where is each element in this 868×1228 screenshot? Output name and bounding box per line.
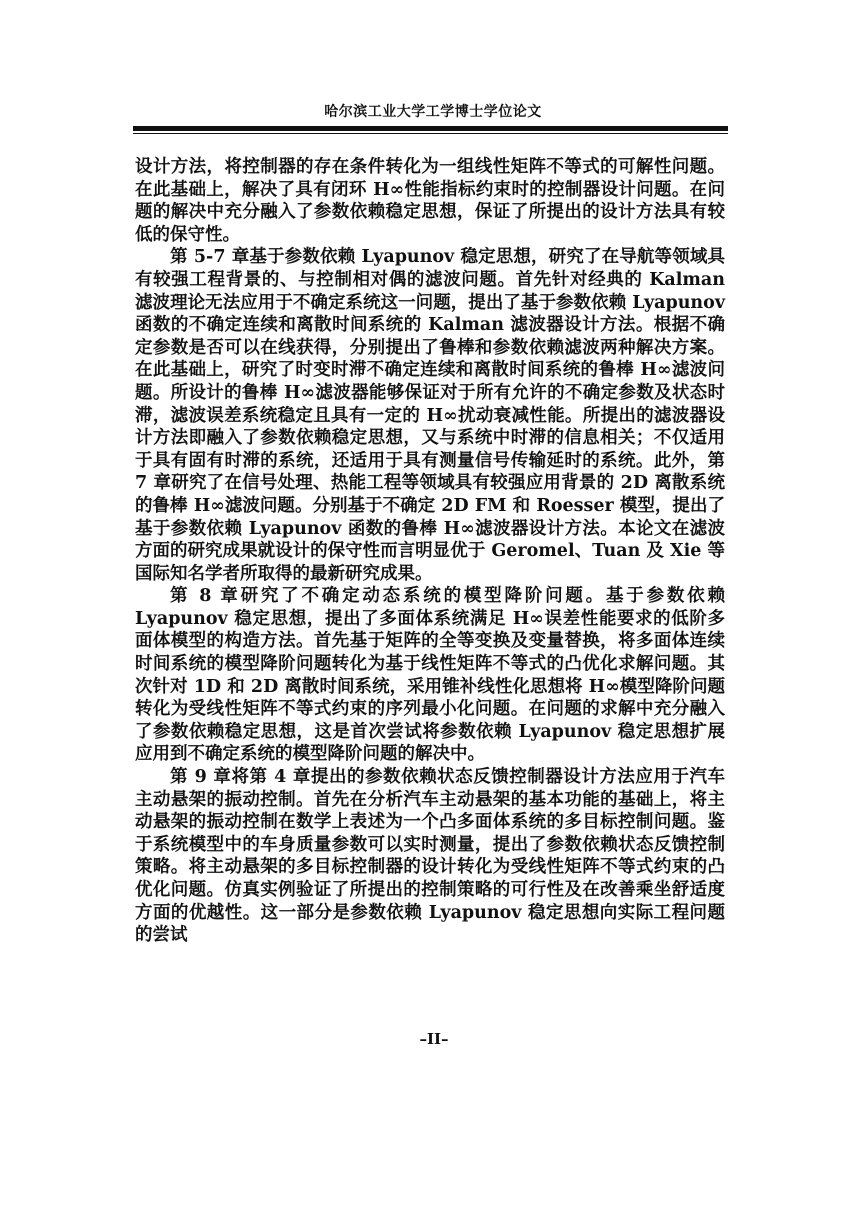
header-rule-thick [133,126,728,131]
paragraph-continuation: 设计方法，将控制器的存在条件转化为一组线性矩阵不等式的可解性问题。在此基础上，解决了具有闭环 H∞性能指标约束时的控制器设计问题。在问题的解决中充分融入了参数依赖稳定思想，保证了所提出的设计方法具有较低的保守性。 [135,157,725,245]
running-header: 哈尔滨工业大学工学博士学位论文 [324,104,542,120]
body-text [135,156,725,947]
header-rule-thin [133,133,728,134]
paragraph-chapter-9: 第 9 章将第 4 章提出的参数依赖状态反馈控制器设计方法应用于汽车主动悬架的振动控制。首先在分析汽车主动悬架的基本功能的基础上，将主动悬架的振动控制在数学上表述为一个凸多面体系统的多目标控制问题。鉴于系统模型中的车身质量参数可以实时测量，提出了参数依赖状态反馈控制策略。将主动悬架的多目标控制器的设计转化为受线性矩阵不等式约束的凸优化问题。仿真实例验证了所提出的控制策略的可行性及在改善乘坐舒适度方面的优越性。这一部分是参数依赖 Lyapunov 稳定思想向实际工程问题的尝试 [135,767,725,946]
paragraph-chapters-5-7: 第 5-7 章基于参数依赖 Lyapunov 稳定思想，研究了在导航等领域具有较强工程背景的、与控制相对偶的滤波问题。首先针对经典的 Kalman 滤波理论无法应用于不确定系统这一问题，提出了基于参数依赖 Lyapunov 函数的不确定连续和离散时间系统的 Kalman 滤波器设计方法。根据不确定参数是否可以在线获得，分别提出了鲁棒和参数依赖滤波两种解决方案。在此基础上，研究了时变时滞不确定连续和离散时间系统的鲁棒 H∞滤波问题。所设计的鲁棒 H∞滤波器能够保证对于所有允许的不确定参数及状态时滞，滤波误差系统稳定且具有一定的 H∞扰动衰减性能。所提出的滤波器设计方法即融入了参数依赖稳定思想，又与系统中时滞的信息相关；不仅适用于具有固有时滞的系统，还适用于具有测量信号传输延时的系统。此外，第 7 章研究了在信号处理、热能工程等领域具有较强应用背景的 2D 离散系统的鲁棒 H∞滤波问题。分别基于不确定 2D FM 和 Roesser 模型，提出了基于参数依赖 Lyapunov 函数的鲁棒 H∞滤波器设计方法。本论文在滤波方面的研究成果就设计的保守性而言明显优于 Geromel、Tuan 及 Xie 等国际知名学者所取得的最新研究成果。 [135,247,725,584]
page-number: –II– [419,1030,449,1048]
paragraph-chapter-8: 第 8 章研究了不确定动态系统的模型降阶问题。基于参数依赖 Lyapunov 稳定思想，提出了多面体系统满足 H∞误差性能要求的低阶多面体模型的构造方法。首先基于矩阵的全等变换及变量替换，将多面体连续时间系统的模型降阶问题转化为基于线性矩阵不等式的凸优化求解问题。其次针对 1D 和 2D 离散时间系统，采用锥补线性化思想将 H∞模型降阶问题转化为受线性矩阵不等式约束的序列最小化问题。在问题的求解中充分融入了参数依赖稳定思想，这是首次尝试将参数依赖 Lyapunov 稳定思想扩展应用到不确定系统的模型降阶问题的解决中。 [135,586,725,765]
